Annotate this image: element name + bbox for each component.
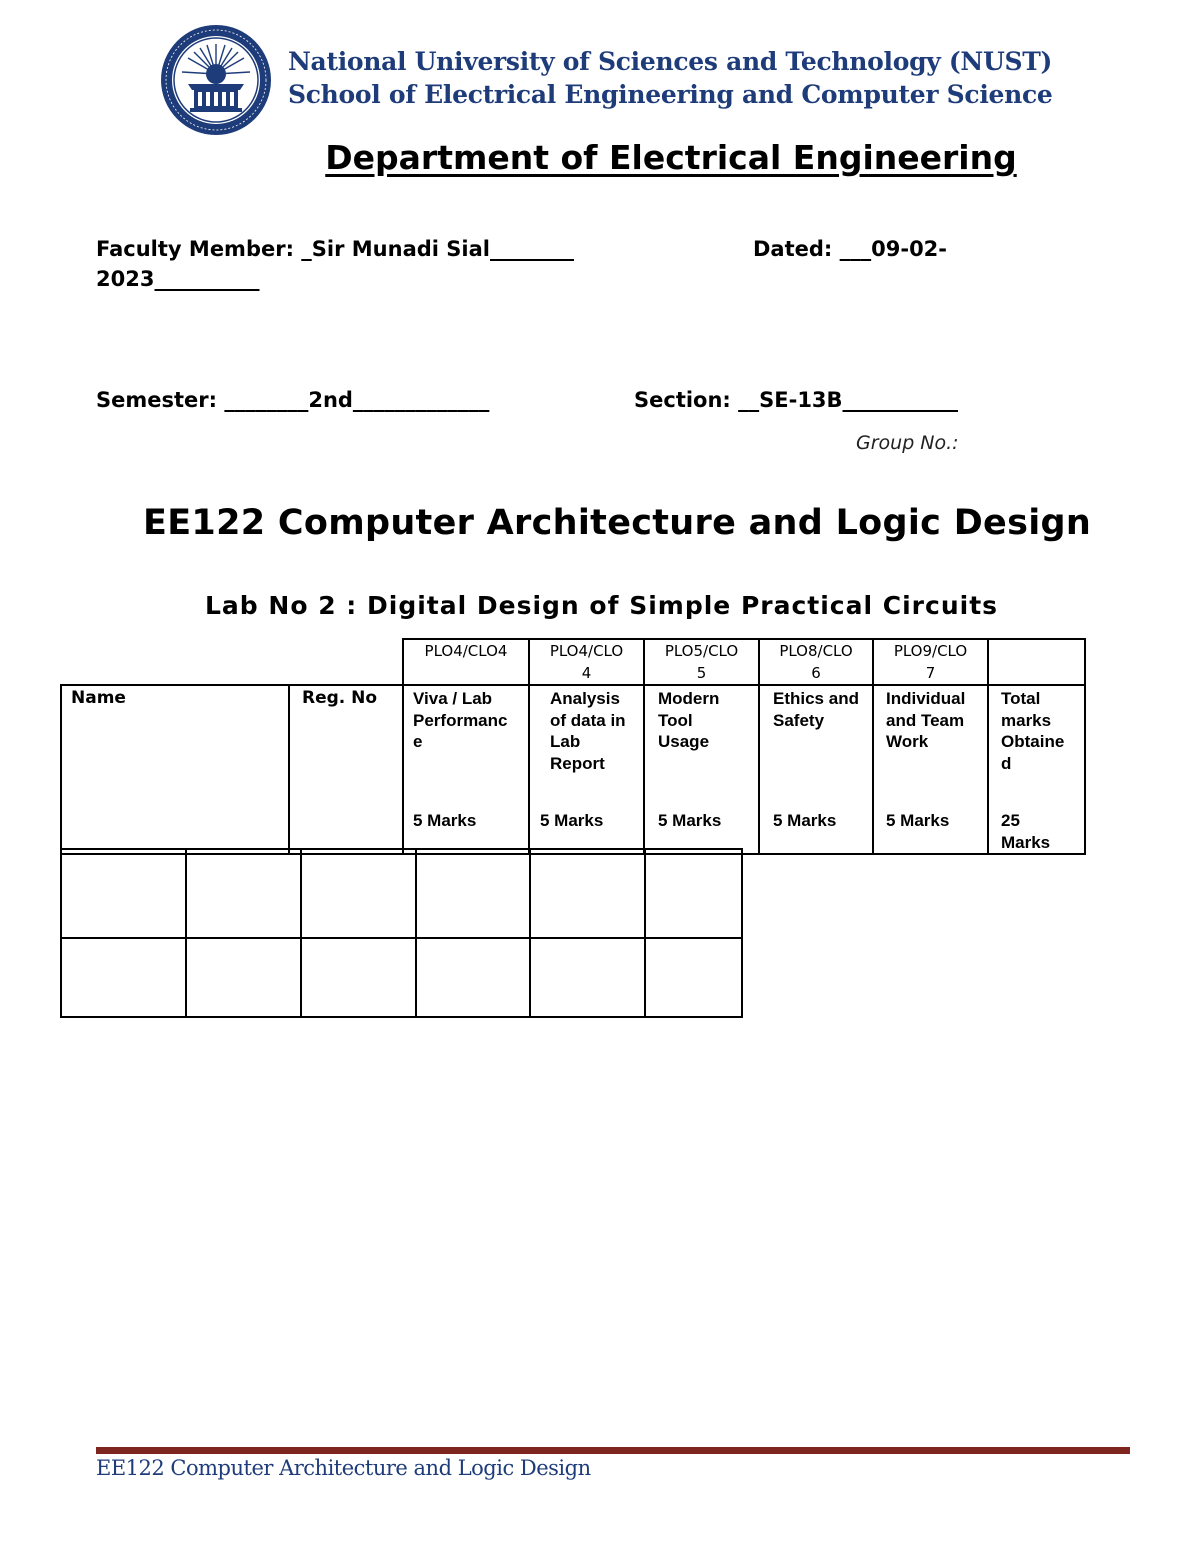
table-cell[interactable] xyxy=(61,938,186,1017)
school-name: School of Electrical Engineering and Computer Science xyxy=(288,80,1053,109)
table-cell[interactable] xyxy=(301,938,416,1017)
student-entry-table xyxy=(60,848,743,1018)
clo-number: 4 xyxy=(581,663,592,682)
criteria-line: Modern xyxy=(658,689,720,708)
section-field: Section: __SE-13B___________ xyxy=(634,388,959,412)
criteria-line: Total xyxy=(1001,689,1041,708)
table-cell[interactable] xyxy=(530,849,645,938)
criteria-line: Work xyxy=(886,732,929,751)
marks-value: Marks xyxy=(1001,832,1051,852)
table-cell[interactable] xyxy=(301,849,416,938)
footer-text: EE122 Computer Architecture and Logic Design xyxy=(96,1456,591,1480)
plo-label: PLO5/CLO xyxy=(664,642,739,660)
criteria-header-row xyxy=(61,685,1085,854)
marks-value: 5 Marks xyxy=(886,810,950,830)
criteria-line: Performanc xyxy=(413,710,508,730)
criteria-line: Report xyxy=(550,753,605,773)
criteria-cell-ethics xyxy=(759,685,873,854)
criteria-line: Analysis xyxy=(550,689,620,708)
semester-field: Semester: ________2nd_____________ xyxy=(96,388,490,412)
faculty-member-field: Faculty Member: _Sir Munadi Sial________ xyxy=(96,237,574,261)
clo-number: 7 xyxy=(925,663,936,682)
clo-number: 6 xyxy=(811,663,821,682)
marks-table xyxy=(60,638,1086,855)
criteria-line: and Team xyxy=(886,710,965,730)
criteria-line: of data in xyxy=(550,710,626,730)
criteria-line: Safety xyxy=(773,710,825,730)
criteria-cell-teamwork xyxy=(873,685,988,854)
criteria-line: Tool xyxy=(658,710,693,730)
criteria-line: e xyxy=(413,732,423,751)
table-row xyxy=(61,849,742,938)
marks-value: 5 Marks xyxy=(413,810,477,830)
criteria-cell-viva xyxy=(403,685,529,854)
table-cell[interactable] xyxy=(416,938,530,1017)
university-name-block xyxy=(288,45,1053,111)
marks-value: 5 Marks xyxy=(773,811,837,830)
dated-field-continued: 2023__________ xyxy=(96,267,260,291)
plo-label: PLO8/CLO xyxy=(779,642,853,660)
table-cell[interactable] xyxy=(645,849,742,938)
reg-no-header xyxy=(289,685,403,854)
table-cell[interactable] xyxy=(645,938,742,1017)
criteria-line: marks xyxy=(1001,710,1052,730)
lab-title: Lab No 2 : Digital Design of Simple Practical Circuits xyxy=(205,591,999,620)
name-header xyxy=(61,685,289,854)
table-row xyxy=(61,938,742,1017)
table-cell[interactable] xyxy=(416,849,530,938)
plo-label: PLO4/CLO4 xyxy=(424,642,508,660)
criteria-cell-modern-tool xyxy=(644,685,759,854)
plo-header-cell xyxy=(529,639,644,685)
marks-value: 5 Marks xyxy=(658,810,722,830)
name-header-label: Name xyxy=(71,688,126,708)
clo-number: 5 xyxy=(696,663,707,682)
criteria-line: Obtaine xyxy=(1001,732,1065,751)
criteria-line: d xyxy=(1001,753,1012,773)
plo-header-row xyxy=(61,639,1085,685)
criteria-cell-total xyxy=(988,685,1085,854)
blank-header-cell xyxy=(988,639,1085,685)
department-title: Department of Electrical Engineering xyxy=(325,138,1017,177)
footer-divider xyxy=(96,1447,1130,1454)
table-cell[interactable] xyxy=(186,849,301,938)
plo-label: PLO9/CLO xyxy=(893,642,968,660)
plo-header-cell xyxy=(759,639,873,685)
criteria-line: Usage xyxy=(658,732,710,751)
plo-header-cell xyxy=(644,639,759,685)
marks-value: 5 Marks xyxy=(540,811,604,830)
table-cell[interactable] xyxy=(61,849,186,938)
criteria-line: Ethics and xyxy=(773,689,859,708)
dated-field: Dated: ___09-02- xyxy=(753,237,948,261)
university-name: National University of Sciences and Technology (NUST) xyxy=(288,47,1053,76)
criteria-cell-analysis xyxy=(529,685,644,854)
group-number-label: Group No.: xyxy=(856,432,959,454)
nust-seal-logo xyxy=(160,24,272,136)
plo-header-cell xyxy=(873,639,988,685)
criteria-line: Viva / Lab xyxy=(413,689,493,708)
plo-header-cell xyxy=(403,639,529,685)
reg-no-header-label: Reg. No xyxy=(302,688,378,708)
criteria-line: Individual xyxy=(886,689,966,708)
plo-label: PLO4/CLO xyxy=(549,642,624,660)
table-cell[interactable] xyxy=(186,938,301,1017)
marks-value: 25 xyxy=(1001,811,1020,830)
blank-header-cell xyxy=(61,639,403,685)
course-title: EE122 Computer Architecture and Logic Design xyxy=(143,503,1092,543)
criteria-line: Lab xyxy=(550,732,581,751)
table-cell[interactable] xyxy=(530,938,645,1017)
